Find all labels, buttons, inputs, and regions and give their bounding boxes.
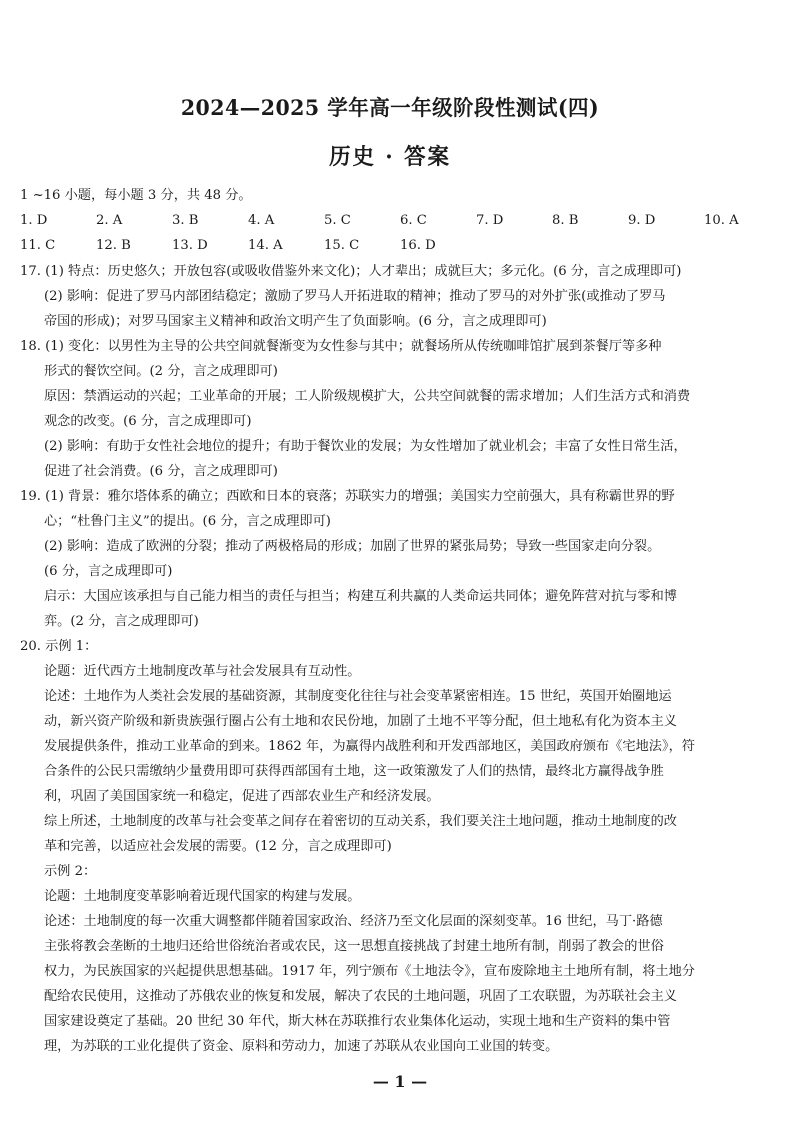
q20-ex1-argument-cont: 动，新兴资产阶级和新贵族强行圈占公有土地和农民份地，加剧了土地不平等分配，但土地私有化为资本主义: [44, 714, 677, 729]
q20-ex2-argument-cont: 国家建设奠定了基础。20 世纪 30 年代，斯大林在苏联推行农业集体化运动，实现土地和生产资料的集中管: [44, 1014, 671, 1029]
mc-answer: 7. D: [476, 213, 504, 228]
mc-answer: 5. C: [324, 213, 351, 228]
q17-part2: (2) 影响：促进了罗马内部团结稳定；激励了罗马人开拓进取的精神；推动了罗马的对外扩张(或推动了罗马: [44, 289, 666, 304]
mc-answer: 1. D: [20, 213, 48, 228]
q18-reason-cont: 观念的改变。(6 分，言之成理即可): [44, 414, 252, 429]
mc-answer: 15. C: [324, 238, 360, 253]
mc-answer: 10. A: [704, 213, 739, 228]
q20-ex2-thesis: 论题：土地制度变革影响着近现代国家的构建与发展。: [44, 889, 361, 904]
document-title: 2024—2025 学年高一年级阶段性测试(四): [180, 95, 600, 120]
q19-lesson-cont: 弈。(2 分，言之成理即可): [44, 614, 199, 629]
q20-ex1-argument-cont: 利，巩固了美国国家统一和稳定，促进了西部农业生产和经济发展。: [44, 789, 440, 804]
mc-answer: 16. D: [400, 238, 436, 253]
q17-part2-cont: 帝国的形成)；对罗马国家主义精神和政治文明产生了负面影响。(6 分，言之成理即可): [44, 314, 547, 329]
mc-answer: 8. B: [552, 213, 579, 228]
mc-intro: 1 ~16 小题，每小题 3 分，共 48 分。: [20, 188, 252, 203]
q17-part1: 17. (1) 特点：历史悠久；开放包容(或吸收借鉴外来文化)；人才辈出；成就巨大；多元化。(6 分，言之成理即可): [20, 264, 682, 279]
mc-answer: 4. A: [248, 213, 275, 228]
mc-answer: 11. C: [20, 238, 56, 253]
mc-answer: 3. B: [172, 213, 199, 228]
q18-reason: 原因：禁酒运动的兴起；工业革命的开展；工人阶级规模扩大，公共空间就餐的需求增加；人们生活方式和消费: [44, 389, 691, 404]
q18-impact-cont: 促进了社会消费。(6 分，言之成理即可): [44, 464, 278, 479]
q18-change-cont: 形式的餐饮空间。(2 分，言之成理即可): [44, 364, 278, 379]
q20-ex1-conclusion: 综上所述，土地制度的改革与社会变革之间存在着密切的互动关系，我们要关注土地问题，推动土地制度的改: [44, 814, 677, 829]
mc-answer: 14. A: [248, 238, 283, 253]
mc-answer: 12. B: [96, 238, 131, 253]
mc-answer: 6. C: [400, 213, 427, 228]
q20-ex2-argument-cont: 配给农民使用，这推动了苏俄农业的恢复和发展，解决了农民的土地问题，巩固了工农联盟，为苏联社会主义: [44, 989, 677, 1004]
q19-lesson: 启示：大国应该承担与自己能力相当的责任与担当；构建互利共赢的人类命运共同体；避免阵营对抗与零和博: [44, 589, 677, 604]
q20-ex2-argument: 论述：土地制度的每一次重大调整都伴随着国家政治、经济乃至文化层面的深刻变革。16 世纪，马丁·路德: [44, 914, 663, 929]
q19-background: 19. (1) 背景：雅尔塔体系的确立；西欧和日本的衰落；苏联实力的增强；美国实力空前强大，具有称霸世界的野: [20, 489, 675, 504]
q20-ex2-argument-cont: 主张将教会垄断的土地归还给世俗统治者或农民，这一思想直接挑战了封建土地所有制，削弱了教会的世俗: [44, 939, 664, 954]
q19-impact-cont: (6 分，言之成理即可): [44, 564, 173, 579]
q20-ex2-argument-cont: 理，为苏联的工业化提供了资金、原料和劳动力，加速了苏联从农业国向工业国的转变。: [44, 1039, 559, 1054]
q20-example2-heading: 示例 2：: [44, 864, 97, 879]
q20-ex1-argument: 论述：土地作为人类社会发展的基础资源，其制度变化往往与社会变革紧密相连。15 世纪，英国开始圈地运: [44, 689, 672, 704]
q20-ex2-argument-cont: 权力，为民族国家的兴起提供思想基础。1917 年，列宁颁布《土地法令》，宣布废除地主土地所有制，将土地分: [44, 964, 695, 979]
mc-answer: 9. D: [628, 213, 656, 228]
q20-ex1-thesis: 论题：近代西方土地制度改革与社会发展具有互动性。: [44, 664, 361, 679]
q20-ex1-argument-cont: 发展提供条件，推动工业革命的到来。1862 年，为赢得内战胜利和开发西部地区，美国政府颁布《宅地法》，符: [44, 739, 695, 754]
q20-ex1-argument-cont: 合条件的公民只需缴纳少量费用即可获得西部国有土地，这一政策激发了人们的热情，最终北方赢得战争胜: [44, 764, 664, 779]
mc-answer: 2. A: [96, 213, 123, 228]
q18-change: 18. (1) 变化：以男性为主导的公共空间就餐渐变为女性参与其中；就餐场所从传统咖啡馆扩展到茶餐厅等多种: [20, 339, 662, 354]
document-subtitle: 历史 · 答案: [329, 144, 451, 170]
page-number: — 1 —: [372, 1072, 428, 1091]
q18-impact: (2) 影响：有助于女性社会地位的提升；有助于餐饮业的发展；为女性增加了就业机会；丰富了女性日常生活，: [44, 439, 687, 454]
mc-answer: 13. D: [172, 238, 208, 253]
q19-background-cont: 心；“杜鲁门主义”的提出。(6 分，言之成理即可): [44, 514, 331, 529]
q20-example1-heading: 20. 示例 1：: [20, 639, 98, 654]
q20-ex1-conclusion-cont: 革和完善，以适应社会发展的需要。(12 分，言之成理即可): [44, 839, 392, 854]
q19-impact: (2) 影响：造成了欧洲的分裂；推动了两极格局的形成；加剧了世界的紧张局势；导致一些国家走向分裂。: [44, 539, 661, 554]
